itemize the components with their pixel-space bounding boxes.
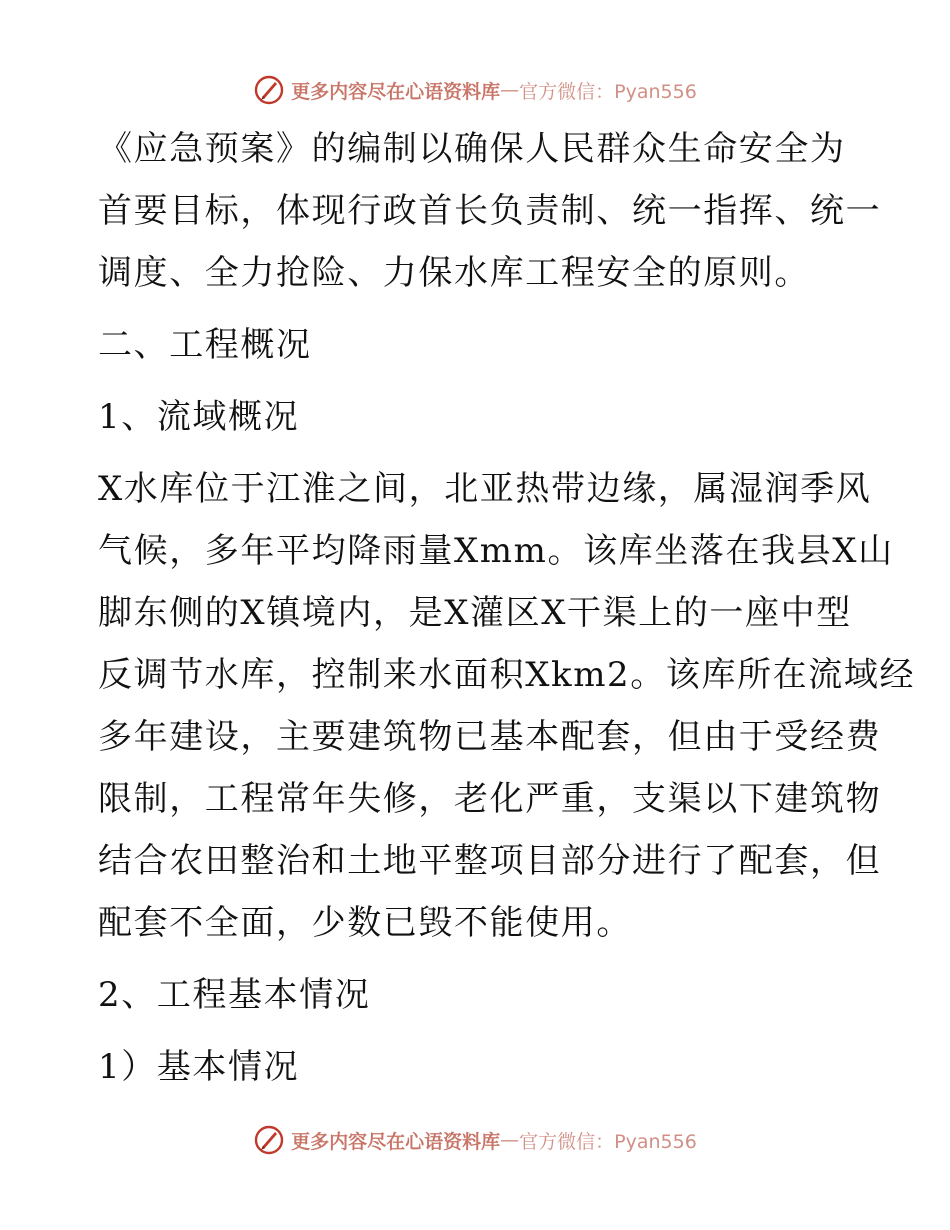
watermark-main-text: 更多内容尽在心语资料库 (291, 80, 501, 103)
section-heading: 二、工程概况 (98, 325, 312, 365)
subsection-heading: 2、工程基本情况 (98, 975, 371, 1015)
text-line: X水库位于江淮之间，北亚热带边缘，属湿润季风 (98, 469, 872, 509)
footer-watermark (0, 1120, 950, 1160)
text-line: 结合农田整治和土地平整项目部分进行了配套，但 (98, 841, 882, 881)
header-watermark (0, 70, 950, 110)
subsection-heading: 1）基本情况 (98, 1047, 300, 1087)
watermark-separator: — (500, 1129, 520, 1151)
watermark-separator: — (500, 79, 520, 101)
watermark-sub-text: 官方微信：Pyan556 (519, 80, 697, 103)
subsection-heading: 1、流域概况 (98, 397, 300, 437)
text-line: 多年建设，主要建筑物已基本配套，但由于受经费 (98, 717, 882, 757)
text-line: 配套不全面，少数已毁不能使用。 (98, 903, 632, 943)
text-line: 反调节水库，控制来水面积Xkm2。该库所在流域经 (98, 655, 916, 695)
text-line: 气候，多年平均降雨量Xmm。该库坐落在我县X山 (98, 531, 894, 571)
watermark-sub-text: 官方微信：Pyan556 (519, 1130, 697, 1153)
watermark-main-text: 更多内容尽在心语资料库 (291, 1130, 501, 1153)
document-body (98, 118, 916, 1098)
quill-logo-icon (253, 1124, 285, 1156)
text-line: 调度、全力抢险、力保水库工程安全的原则。 (98, 253, 810, 293)
text-line: 限制，工程常年失修，老化严重，支渠以下建筑物 (98, 779, 882, 819)
text-line: 首要目标，体现行政首长负责制、统一指挥、统一 (98, 191, 882, 231)
text-line: 《应急预案》的编制以确保人民群众生命安全为 (98, 129, 846, 169)
quill-logo-icon (253, 74, 285, 106)
text-line: 脚东侧的X镇境内，是X灌区X干渠上的一座中型 (98, 593, 852, 633)
